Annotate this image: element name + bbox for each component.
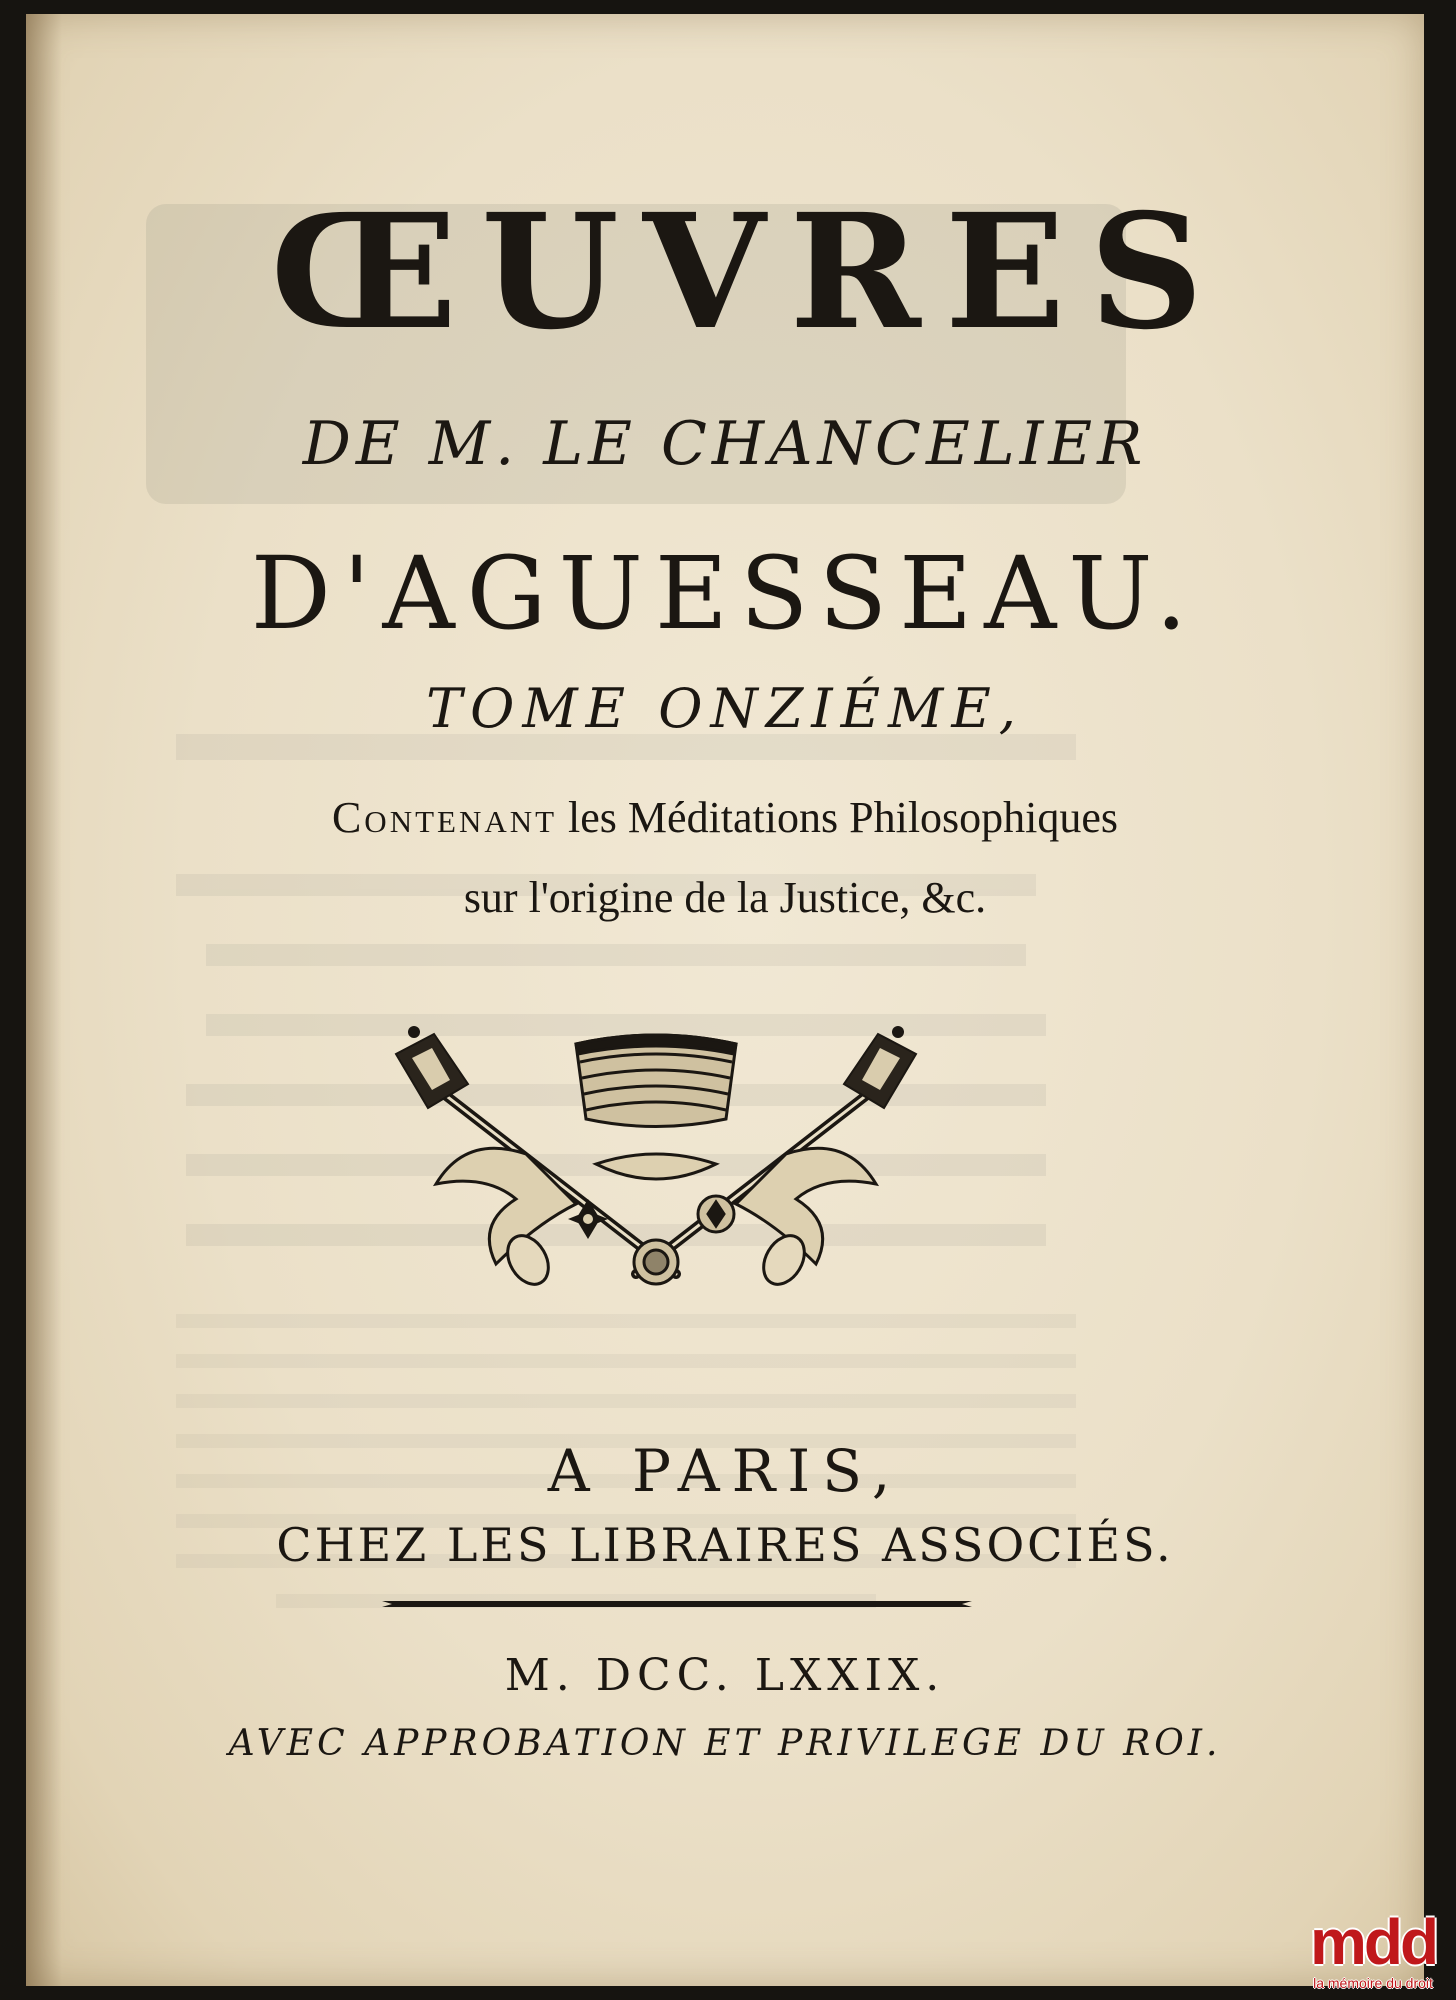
imprint-place: A PARIS, (547, 1437, 903, 1505)
contents-rest: les Méditations Philosophiques (557, 793, 1119, 842)
mortier-cap (576, 1035, 736, 1127)
book-subtitle: DE M. LE CHANCELIER (302, 409, 1148, 479)
imprint-publisher: CHEZ LES LIBRAIRES ASSOCIÉS. (276, 1518, 1174, 1572)
contents-line-1 (26, 793, 1424, 842)
imprint-date: M. DCC. LXXIX. (504, 1650, 946, 1701)
book-author: D'AGUESSEAU. (250, 535, 1200, 652)
mdd-logo-text: la mémoire du droit (1313, 1975, 1433, 1991)
contents-lead-word: Contenant (331, 793, 558, 842)
book-title: ŒUVRES (270, 180, 1228, 365)
mdd-watermark-logo (1298, 1906, 1448, 1991)
mdd-logo-mark: mdd (1309, 1906, 1437, 1978)
royal-privilege: AVEC APPROBATION ET PRIVILEGE DU ROI. (228, 1723, 1222, 1764)
medal (634, 1240, 678, 1284)
contents-line-2: sur l'origine de la Justice, &c. (463, 873, 987, 922)
volume-number: TOME ONZIÉME, (426, 677, 1024, 740)
engraved-ornament-icon (376, 1024, 936, 1294)
paper-leaf (26, 14, 1424, 1986)
double-rule-divider (382, 1598, 972, 1610)
